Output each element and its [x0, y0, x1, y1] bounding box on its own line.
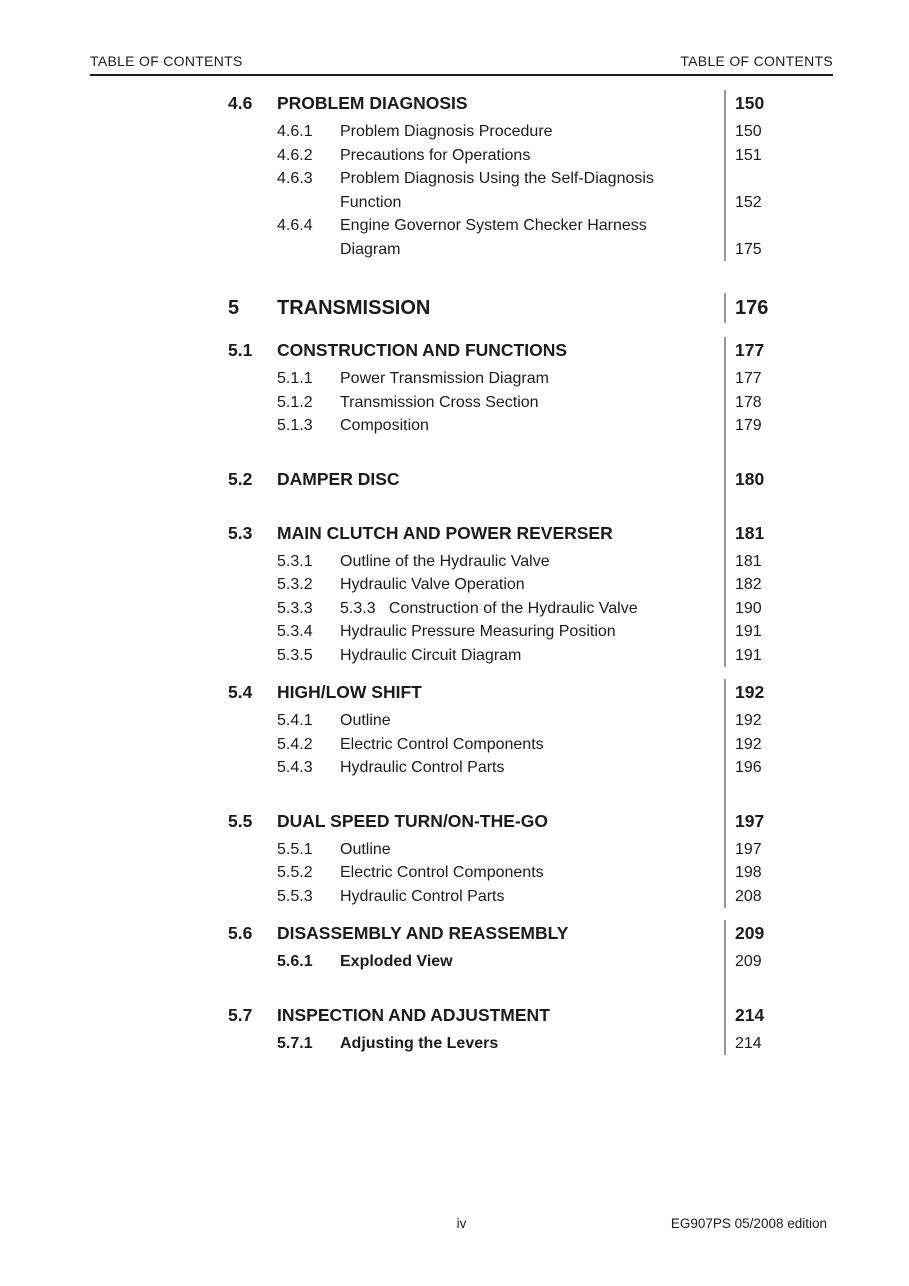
subentry: [90, 573, 833, 597]
entry-number: 5.4.3: [277, 759, 313, 776]
entry-title-line: Exploded View: [340, 953, 453, 970]
entry-page-number: 209: [735, 923, 765, 943]
entry-title: MAIN CLUTCH AND POWER REVERSER: [277, 522, 613, 543]
entry-title-line: Engine Governor System Checker Harness: [340, 217, 647, 234]
header-right-label: TABLE OF CONTENTS: [680, 53, 833, 69]
entry-page-number: 178: [735, 393, 762, 411]
page-header: [90, 53, 833, 76]
subentry: [90, 414, 833, 438]
entry-title-line: Function: [340, 193, 402, 211]
section-entry: [90, 520, 833, 546]
entry-title-line: Hydraulic Circuit Diagram: [340, 646, 522, 664]
entry-page-number: 192: [735, 712, 762, 729]
entry-number: 5.3.5: [277, 646, 313, 664]
entry-title: [340, 861, 724, 885]
entry-page-number: 176: [735, 297, 769, 319]
entry-number: 5.1.1: [277, 370, 313, 387]
toc-block: [90, 920, 833, 974]
header-left-label: TABLE OF CONTENTS: [90, 53, 243, 69]
entry-title: [340, 120, 724, 144]
entry-number: 5.3.3: [277, 599, 313, 617]
entry-title-line: Adjusting the Levers: [340, 1034, 499, 1052]
subentry: [90, 733, 833, 757]
subentry: [90, 861, 833, 885]
entry-page-number: 182: [735, 576, 762, 593]
entry-number: 5.4.2: [277, 735, 313, 753]
entry-title: [340, 214, 724, 261]
entry-page-number: 179: [735, 417, 762, 434]
toc-block: [90, 90, 833, 261]
toc-group: [90, 337, 833, 667]
entry-page-number: 190: [735, 599, 762, 617]
entry-title-line: Outline: [340, 840, 391, 858]
entry-title: [340, 1032, 724, 1056]
entry-title: [340, 550, 724, 574]
entry-page-number: 196: [735, 759, 762, 776]
entry-page-number: 150: [735, 123, 762, 140]
entry-page-number: 214: [735, 1034, 762, 1052]
entry-number: 5.7.1: [277, 1034, 313, 1052]
entry-title-line: Composition: [340, 417, 429, 434]
entry-page-number: 197: [735, 810, 765, 831]
entry-number: 4.6.1: [277, 123, 313, 140]
entry-number: 5.5.1: [277, 840, 313, 858]
subentry: [90, 644, 833, 668]
entry-title: CONSTRUCTION AND FUNCTIONS: [277, 340, 568, 360]
entry-number: 5.4.1: [277, 712, 313, 729]
entry-page-number: 191: [735, 623, 762, 640]
toc-block: [90, 337, 833, 438]
subentry: [90, 214, 833, 261]
entry-title: PROBLEM DIAGNOSIS: [277, 93, 468, 113]
toc-block: [90, 293, 833, 323]
entry-number: 5.1.2: [277, 393, 313, 411]
entry-number: 5.5.2: [277, 864, 313, 881]
entry-title: INSPECTION AND ADJUSTMENT: [277, 1004, 550, 1025]
entry-number: 5.3.1: [277, 552, 313, 570]
toc-block: [90, 679, 833, 780]
entry-page-number: 177: [735, 370, 762, 387]
subentry: [90, 838, 833, 862]
entry-title: [340, 573, 724, 597]
entry-page-number: 208: [735, 887, 762, 905]
entry-number: 5.3.4: [277, 623, 313, 640]
entry-number: 5.3.2: [277, 576, 313, 593]
entry-page-number: 181: [735, 522, 765, 543]
toc-group: [90, 920, 833, 1055]
subentry: [90, 167, 833, 214]
entry-title-line: Problem Diagnosis Using the Self-Diagnosis: [340, 170, 654, 187]
section-entry: [90, 90, 833, 116]
entry-title: TRANSMISSION: [277, 297, 431, 319]
entry-page-number: 180: [735, 468, 765, 489]
subentry: [90, 597, 833, 621]
entry-title: [340, 597, 724, 621]
entry-title-line: Electric Control Components: [340, 735, 544, 753]
entry-page-number: 181: [735, 552, 762, 570]
entry-number: 5.3: [228, 522, 253, 543]
entry-page-number: 209: [735, 953, 762, 970]
entry-number: 5.5: [228, 810, 253, 831]
subentry: [90, 120, 833, 144]
entry-page-number: 198: [735, 864, 762, 881]
subentry: [90, 756, 833, 780]
entry-title: [340, 733, 724, 757]
entry-title: [340, 620, 724, 644]
entry-page-number: 152: [735, 193, 762, 211]
entry-number: 5.6: [228, 923, 253, 943]
entry-title-line: Precautions for Operations: [340, 146, 531, 164]
entry-title: [340, 885, 724, 909]
entry-page-number: 150: [735, 93, 765, 113]
entry-number: 5: [228, 297, 240, 319]
entry-title-line: Problem Diagnosis Procedure: [340, 123, 553, 140]
chapter-entry: [90, 293, 833, 323]
toc-group: [90, 679, 833, 908]
entry-page-number: 214: [735, 1004, 765, 1025]
section-entry: [90, 920, 833, 946]
toc-block: [90, 808, 833, 909]
entry-title-line: Transmission Cross Section: [340, 393, 539, 411]
subentry: [90, 950, 833, 974]
toc-group: [90, 90, 833, 261]
entry-title: HIGH/LOW SHIFT: [277, 682, 422, 702]
entry-number: 5.2: [228, 468, 253, 489]
subentry: [90, 1032, 833, 1056]
entry-title-line: Electric Control Components: [340, 864, 544, 881]
subentry: [90, 144, 833, 168]
entry-title: [340, 144, 724, 168]
entry-number: 5.7: [228, 1004, 253, 1025]
subentry: [90, 620, 833, 644]
entry-page-number: 191: [735, 646, 762, 664]
toc-group: [90, 293, 833, 323]
entry-title: [340, 756, 724, 780]
entry-title: [340, 367, 724, 391]
subentry: [90, 367, 833, 391]
entry-page-number: 175: [735, 240, 762, 258]
entry-title-line: Hydraulic Control Parts: [340, 759, 505, 776]
entry-page-number: 197: [735, 840, 762, 858]
toc-block: [90, 466, 833, 492]
entry-page-number: 151: [735, 146, 762, 164]
subentry: [90, 885, 833, 909]
entry-title-line: Diagram: [340, 240, 401, 258]
entry-title-line: Outline of the Hydraulic Valve: [340, 552, 550, 570]
subentry: [90, 550, 833, 574]
subentry: [90, 391, 833, 415]
entry-page-number: 192: [735, 735, 762, 753]
entry-page-number: 177: [735, 340, 765, 360]
entry-title: DUAL SPEED TURN/ON-THE-GO: [277, 810, 548, 831]
entry-number: 5.4: [228, 682, 253, 702]
entry-title: [340, 838, 724, 862]
toc-block: [90, 1002, 833, 1056]
section-entry: [90, 1002, 833, 1028]
entry-title: [340, 167, 724, 214]
entry-number: 5.6.1: [277, 953, 313, 970]
entry-number: 5.1.3: [277, 417, 313, 434]
entry-number: 5.1: [228, 340, 253, 360]
entry-title: [340, 391, 724, 415]
entry-title-line: Outline: [340, 712, 391, 729]
entry-page-number: 192: [735, 682, 765, 702]
entry-title: [340, 950, 724, 974]
page-footer: [90, 1216, 833, 1234]
entry-title: [340, 709, 724, 733]
subentry: [90, 709, 833, 733]
entry-title: [340, 414, 724, 438]
entry-number: 4.6.4: [277, 217, 313, 234]
section-entry: [90, 337, 833, 363]
entry-number: 5.5.3: [277, 887, 313, 905]
entry-title: DAMPER DISC: [277, 468, 400, 489]
entry-number: 4.6: [228, 93, 253, 113]
entry-number: 4.6.3: [277, 170, 313, 187]
entry-title: DISASSEMBLY AND REASSEMBLY: [277, 923, 569, 943]
entry-title-line: Hydraulic Control Parts: [340, 887, 505, 905]
section-entry: [90, 808, 833, 834]
entry-title-line: Hydraulic Pressure Measuring Position: [340, 623, 616, 640]
entry-title-line: Power Transmission Diagram: [340, 370, 549, 387]
entry-title-line: Hydraulic Valve Operation: [340, 576, 525, 593]
toc-block: [90, 520, 833, 668]
entry-number: 4.6.2: [277, 146, 313, 164]
entry-title: [340, 644, 724, 668]
toc-body: [90, 90, 833, 1055]
entry-title-line: 5.3.3 Construction of the Hydraulic Valve: [340, 599, 638, 617]
folio-page-number: iv: [456, 1216, 467, 1231]
section-entry: [90, 679, 833, 705]
edition-label: EG907PS 05/2008 edition: [670, 1216, 827, 1231]
section-entry: [90, 466, 833, 492]
